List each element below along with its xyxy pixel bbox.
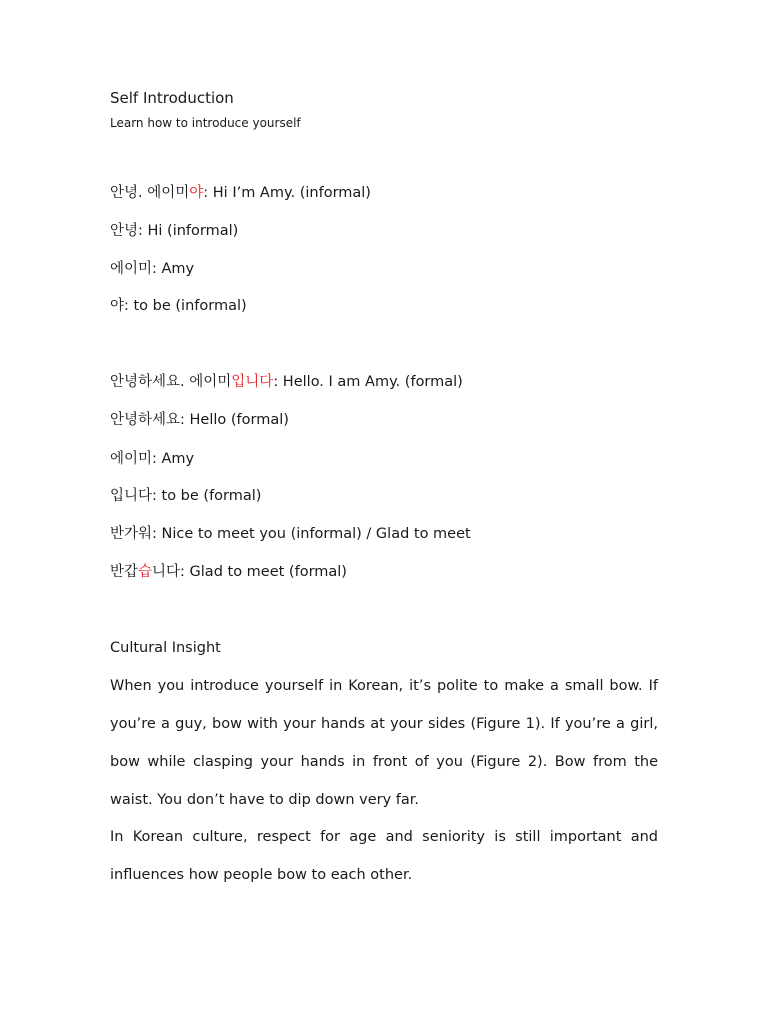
phrase-translation: : Hello. I am Amy. (formal) — [273, 374, 463, 390]
phrase-translation: 니다: Glad to meet (formal) — [152, 564, 347, 580]
vocab-line: 안녕하세요: Hello (formal) — [110, 412, 289, 428]
highlight-syllable: 습 — [138, 564, 153, 580]
page-subtitle: Learn how to introduce yourself — [110, 116, 301, 130]
vocab-line: 에이미: Amy — [110, 261, 195, 277]
section-heading: Cultural Insight — [110, 640, 221, 656]
formal-phrase-line — [110, 372, 463, 392]
phrase-korean: 안녕하세요. 에이미 — [110, 374, 232, 390]
body-paragraph: In Korean culture, respect for age and seniority is still important and influences how people bow to each other. — [110, 829, 658, 883]
vocab-line-highlighted — [110, 562, 347, 582]
vocab-line: 반가워: Nice to meet you (informal) / Glad to meet — [110, 526, 471, 542]
highlight-ending: 야 — [189, 185, 204, 201]
vocab-line: 에이미: Amy — [110, 451, 195, 467]
phrase-translation: : Hi I’m Amy. (informal) — [203, 185, 371, 201]
vocab-line: 입니다: to be (formal) — [110, 488, 262, 504]
informal-phrase-line — [110, 183, 371, 203]
body-paragraph: When you introduce yourself in Korean, it’s polite to make a small bow. If you’re a guy, bow with your hands at your sides (Figure 1). If you’re a girl, bow while clasping your hands in front of you (Figure 2). Bow from the waist. You don’t have to dip down very far. — [110, 678, 658, 808]
vocab-line: 야: to be (informal) — [110, 298, 247, 314]
vocab-line: 안녕: Hi (informal) — [110, 223, 239, 239]
phrase-korean: 반갑 — [110, 564, 139, 580]
page-title: Self Introduction — [110, 89, 234, 107]
phrase-korean: 안녕. 에이미 — [110, 185, 190, 201]
highlight-ending: 입니다 — [231, 374, 274, 390]
